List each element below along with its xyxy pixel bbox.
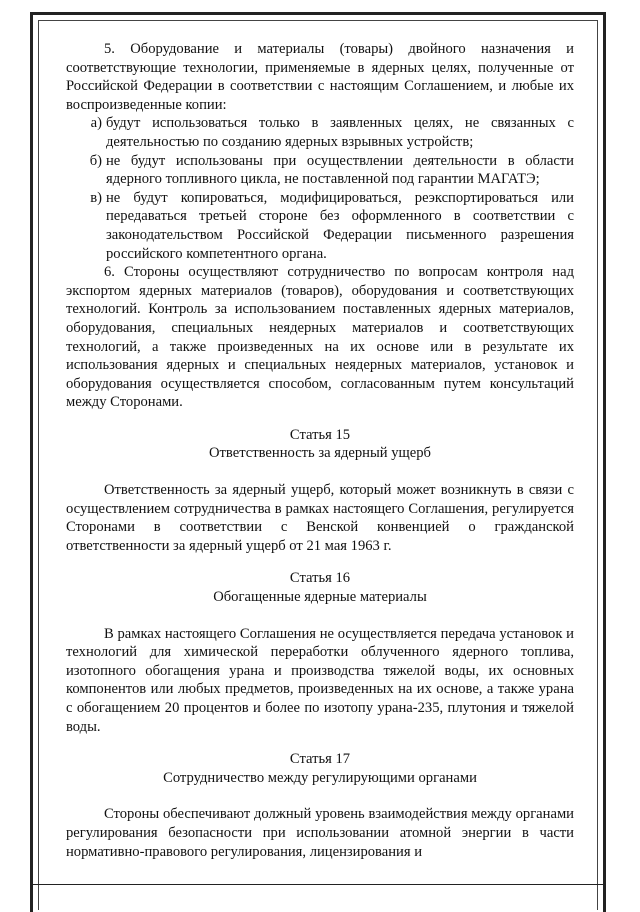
list-item [66, 152, 574, 189]
article-15-number: Статья 15 [289, 426, 351, 443]
paragraph-6: 6. Стороны осуществляют сотрудничество по вопросам контроля над экспортом ядерных материалов (товаров), оборудования и соответствующих технологий. Контроль за использованием поставленных ядерных материалов, оборудования, специальных неядерных материалов и соответствующих технологий, а также произведенных на их основе или в результате их использования ядерных и специальных неядерных материалов, установок и оборудования осуществляется способом, согласованным путем консультаций между Сторонами. [66, 264, 574, 411]
paragraph-5-intro: 5. Оборудование и материалы (товары) двойного назначения и соответствующие технологии, применяемые в ядерных целях, полученные от Российской Федерации в соответствии с настоящим Соглашением, и любые их воспроизведенные копии: [66, 41, 574, 113]
list-item-text: не будут копироваться, модифицироваться, реэкспортироваться или передаваться третьей стороне без оформленного в соответствии с законодательством Российской Федерации письменного разрешения российского компетентного органа. [106, 189, 574, 262]
document-body [66, 40, 574, 861]
list-marker: а) [90, 115, 102, 132]
article-17-number: Статья 17 [289, 751, 351, 768]
article-16-text: В рамках настоящего Соглашения не осуществляется передача установок и технологий для химической переработки облученного ядерного топлива, изотопного обогащения урана и производства тяжелой воды, их основных компонентов или любых предметов, произведенных на их основе, а также урана с обогащением 20 процентов и более по изотопу урана-235, плутония и тяжелой воды. [66, 625, 574, 735]
list-item [66, 189, 574, 263]
list-marker: в) [90, 189, 102, 206]
list-item-text: не будут использованы при осуществлении деятельности в области ядерного топливного цикла, не поставленной под гарантии МАГАТЭ; [106, 152, 574, 188]
article-17-text: Стороны обеспечивают должный уровень взаимодействия между органами регулирования безопасности при использовании атомной энергии в части нормативно-правового регулирования, лицензирования и [66, 806, 574, 860]
list-item-text: будут использоваться только в заявленных целях, не связанных с деятельностью по созданию ядерных взрывных устройств; [106, 115, 574, 150]
list-item [66, 114, 574, 151]
article-15-title: Ответственность за ядерный ущерб [209, 445, 431, 462]
article-17-title: Сотрудничество между регулирующими органами [163, 769, 477, 786]
article-16-title: Обогащенные ядерные материалы [213, 589, 427, 606]
footer-rule [30, 884, 606, 885]
article-16-number: Статья 16 [289, 570, 351, 587]
list-marker: б) [89, 152, 102, 169]
article-15-text: Ответственность за ядерный ущерб, который может возникнуть в связи с осуществлением сотрудничества в рамках настоящего Соглашения, регулируется Сторонами в соответствии с Венской конвенцией о гражданской ответственности за ядерный ущерб от 21 мая 1963 г. [66, 482, 574, 554]
